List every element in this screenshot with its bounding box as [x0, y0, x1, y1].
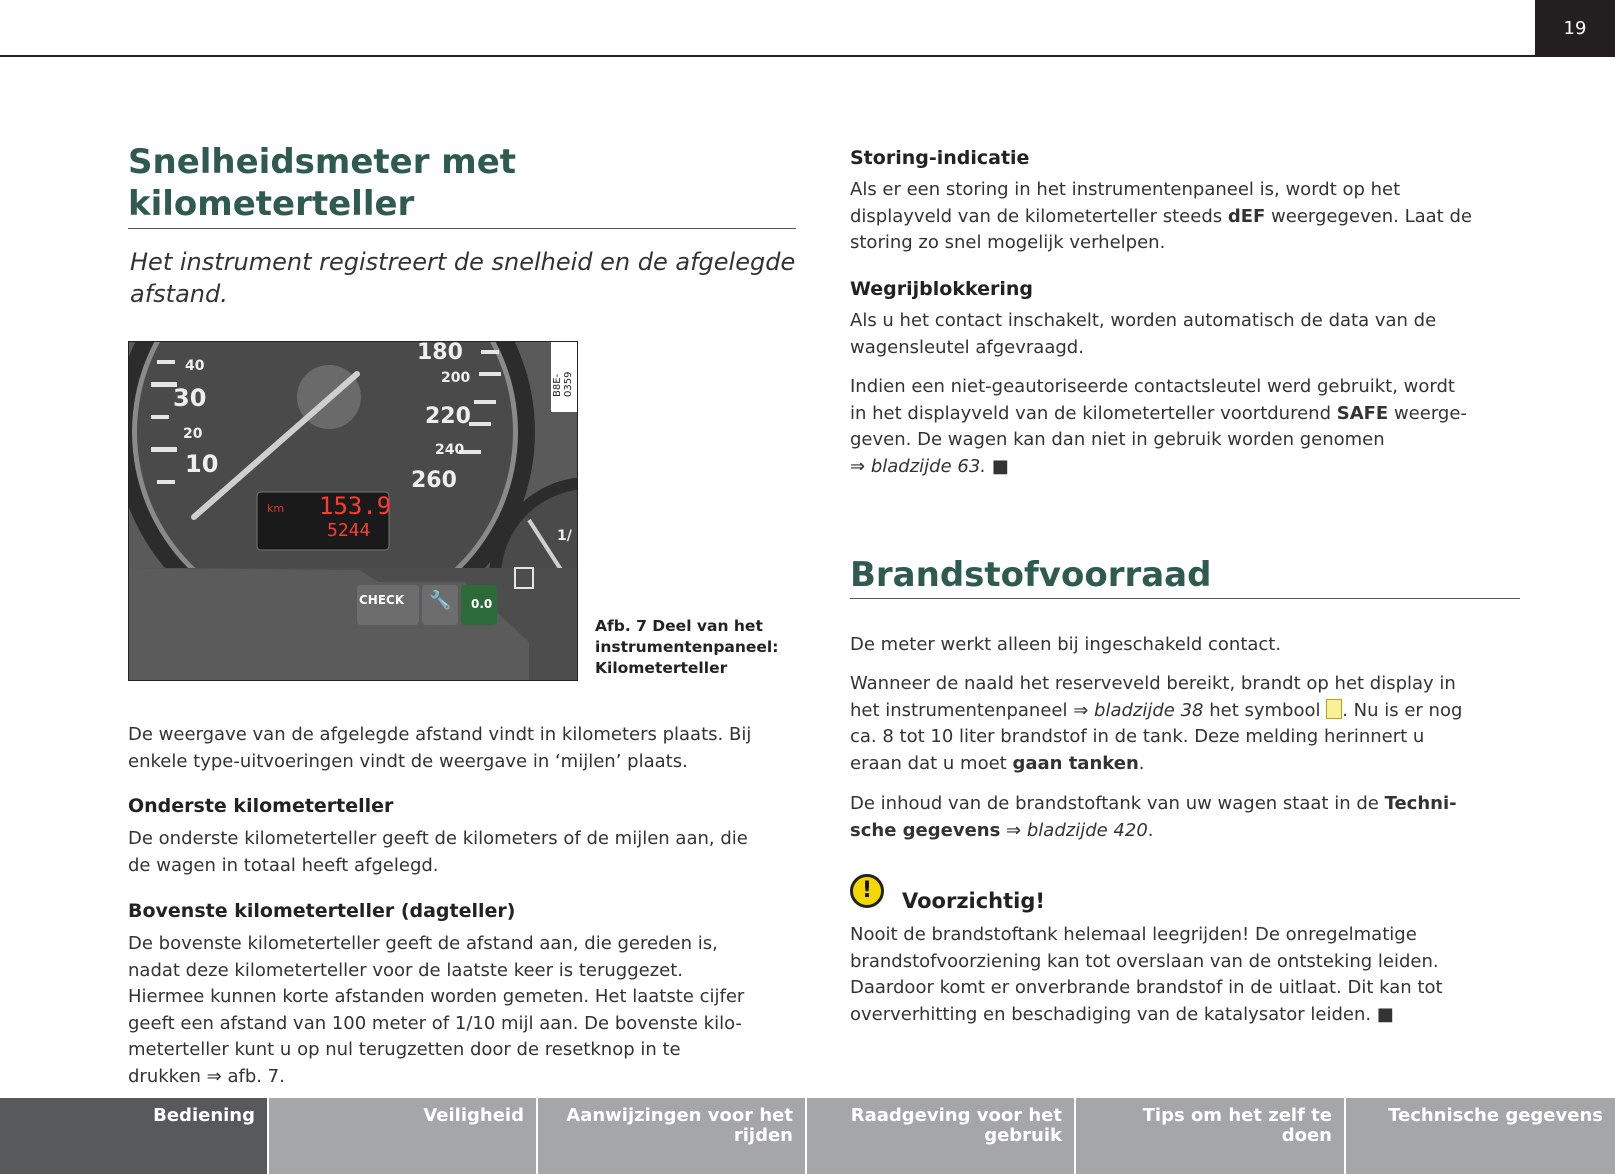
b2-line-4a: eraan dat u moet — [850, 752, 1013, 774]
title-line-2: kilometerteller — [128, 184, 415, 224]
section-title-fuel: Brandstofvoorraad — [850, 555, 1212, 595]
chapter-navigation — [0, 1098, 1615, 1174]
figure-caption — [595, 616, 805, 679]
para1-line-2: enkele type-uitvoeringen vindt de weergave in ‘mijlen’ plaats. — [128, 750, 688, 772]
b2-refuel: gaan tanken — [1012, 752, 1139, 774]
para1-line-1: De weergave van de afgelegde afstand vindt in kilometers plaats. Bij — [128, 724, 752, 745]
gauge-label-220: 220 — [425, 404, 471, 429]
wrench-icon: 🔧 — [429, 590, 452, 611]
paragraph-fault-indication — [850, 177, 1530, 257]
para2-line-1: De onderste kilometerteller geeft de kilometers of de mijlen aan, die — [128, 828, 748, 849]
s1-line-3: storing zo snel mogelijk verhelpen. — [850, 232, 1166, 253]
gauge-label-240: 240 — [435, 442, 465, 458]
b3-period: . — [1147, 819, 1154, 841]
s3-page-ref[interactable]: bladzijde 63. — [870, 455, 986, 477]
s1-line-2a: displayveld van de kilometerteller steeds — [850, 205, 1228, 227]
b2-page-ref[interactable]: bladzijde 38 — [1094, 699, 1204, 721]
tab-veiligheid[interactable] — [269, 1098, 536, 1174]
tab-label: Veiligheid — [423, 1105, 524, 1126]
tab-label: Bediening — [153, 1105, 255, 1126]
header-rule — [0, 55, 1540, 57]
b3-tech-1: Techni- — [1384, 793, 1457, 814]
fuel-pump-icon — [1326, 699, 1342, 719]
paragraph-distance — [128, 722, 808, 775]
tab-aanwijzingen[interactable] — [538, 1098, 805, 1174]
para2-line-2: de wagen in totaal heeft afgelegd. — [128, 854, 439, 876]
gauge-label-200: 200 — [441, 370, 471, 386]
s3-line-3: geven. De wagen kan dan niet in gebruik worden genomen — [850, 429, 1385, 450]
b2-line-4c: . — [1138, 752, 1145, 774]
page-number: 19 — [1535, 0, 1615, 57]
b2-line-2a: het instrumentenpaneel ⇒ — [850, 699, 1095, 721]
tab-label: Technische gegevens — [1388, 1105, 1603, 1126]
b2-line-2c: het symbool — [1203, 699, 1327, 721]
s3-line-2a: in het displayveld van de kilometerteller voortdurend — [850, 402, 1337, 424]
s3-arrow: ⇒ — [850, 455, 871, 477]
paragraph-immobilizer-2 — [850, 374, 1530, 480]
subheading-lower-odometer: Onderste kilometerteller — [128, 795, 394, 817]
paragraph-immobilizer-1 — [850, 308, 1530, 361]
gauge-label-40: 40 — [185, 358, 205, 374]
warn-line-3: Daardoor komt er onverbrande brandstof in de uitlaat. Dit kan tot — [850, 977, 1443, 998]
caption-line-3: Kilometerteller — [595, 659, 728, 677]
display-total-value: 5244 — [327, 520, 371, 541]
b3-line-1a: De inhoud van de brandstoftank van uw wagen staat in de — [850, 793, 1385, 814]
s1-code-def: dEF — [1227, 205, 1266, 227]
tab-raadgeving[interactable] — [807, 1098, 1074, 1174]
paragraph-fuel-3 — [850, 791, 1530, 844]
b2-line-1: Wanneer de naald het reserveveld bereikt, brandt op het display in — [850, 673, 1456, 694]
paragraph-fuel-1: De meter werkt alleen bij ingeschakeld contact. — [850, 634, 1282, 655]
tab-label: Tips om het zelf te doen — [1142, 1105, 1332, 1146]
tab-label-2: rijden — [733, 1125, 793, 1146]
s2-line-2: wagensleutel afgevraagd. — [850, 336, 1084, 358]
instrument-panel-figure — [128, 341, 578, 681]
warn-line-1: Nooit de brandstoftank helemaal leegrijden! De onregelmatige — [850, 924, 1417, 945]
warn-line-2: brandstofvoorziening kan tot overslaan van de ontsteking leiden. — [850, 950, 1439, 972]
service-value: 0.0 — [471, 597, 493, 611]
tab-label: Raadgeving voor het — [850, 1105, 1062, 1126]
title-rule — [128, 228, 796, 229]
tab-label-2: gebruik — [984, 1125, 1062, 1146]
caption-line-2: instrumentenpaneel: — [595, 638, 779, 656]
s3-code-safe: SAFE — [1336, 402, 1389, 424]
title-line-1: Snelheidsmeter met — [128, 142, 517, 182]
gauge-label-1-2: 1/ — [557, 528, 572, 544]
b3-tech-2: sche gegevens — [850, 819, 1001, 841]
section-title-speedometer — [128, 141, 516, 225]
para3-line-3: Hiermee kunnen korte afstanden worden gemeten. Het laatste cijfer — [128, 986, 745, 1007]
tab-bediening[interactable] — [0, 1098, 267, 1174]
para3-line-4: geeft een afstand van 100 meter of 1/10 mijl aan. De bovenste kilo- — [128, 1012, 742, 1034]
s2-line-1: Als u het contact inschakelt, worden automatisch de data van de — [850, 310, 1437, 331]
fuel-title-rule — [850, 598, 1520, 599]
para3-line-2: nadat deze kilometerteller voor de laatste keer is teruggezet. — [128, 959, 684, 981]
s3-line-1: Indien een niet-geautoriseerde contactsleutel werd gebruikt, wordt — [850, 376, 1455, 397]
para3-line-1: De bovenste kilometerteller geeft de afstand aan, die gereden is, — [128, 933, 718, 954]
paragraph-caution — [850, 922, 1530, 1028]
gauge-label-180: 180 — [417, 341, 463, 365]
b2-line-2d: . Nu is er nog — [1342, 699, 1463, 721]
b3-page-ref[interactable]: bladzijde 420 — [1026, 819, 1148, 841]
caution-title: Voorzichtig! — [902, 889, 1045, 913]
subheading-immobilizer: Wegrijblokkering — [850, 278, 1033, 300]
paragraph-fuel-2 — [850, 671, 1530, 777]
s3-line-2c: weerge- — [1388, 402, 1467, 424]
tab-label: Aanwijzingen voor het — [566, 1105, 793, 1126]
paragraph-lower-odometer — [128, 826, 808, 879]
check-button-label: CHECK — [359, 593, 405, 607]
subheading-fault-indication: Storing-indicatie — [850, 147, 1030, 169]
figure-code: B8E-0359 — [552, 371, 574, 397]
gauge-label-260: 260 — [411, 468, 457, 493]
caption-line-1: Afb. 7 Deel van het — [595, 617, 763, 635]
tab-tips[interactable] — [1076, 1098, 1344, 1174]
display-trip-value: 153.9 — [319, 492, 392, 520]
warn-line-4: oververhitting en beschadiging van de katalysator leiden. ■ — [850, 1003, 1394, 1025]
caution-icon: ! — [850, 874, 884, 908]
s1-line-1: Als er een storing in het instrumentenpaneel is, wordt op het — [850, 179, 1401, 200]
b2-line-3: ca. 8 tot 10 liter brandstof in de tank. Deze melding herinnert u — [850, 726, 1425, 747]
subheading-trip-odometer: Bovenste kilometerteller (dagteller) — [128, 900, 516, 922]
gauge-label-30: 30 — [173, 384, 207, 412]
paragraph-trip-odometer — [128, 931, 808, 1090]
b3-arrow: ⇒ — [1000, 819, 1027, 841]
display-unit: km — [267, 502, 285, 515]
para3-line-6: drukken ⇒ afb. 7. — [128, 1065, 285, 1087]
gauge-label-20: 20 — [183, 426, 203, 442]
gauge-label-10: 10 — [185, 450, 219, 478]
intro-text: Het instrument registreert de snelheid en de afgelegde afstand. — [130, 248, 796, 308]
s3-end-mark: ■ — [986, 455, 1009, 477]
tab-technische-gegevens[interactable] — [1346, 1098, 1615, 1174]
para3-line-5: meterteller kunt u op nul terugzetten door de resetknop in te — [128, 1039, 681, 1060]
s1-line-2c: weergegeven. Laat de — [1265, 205, 1472, 227]
